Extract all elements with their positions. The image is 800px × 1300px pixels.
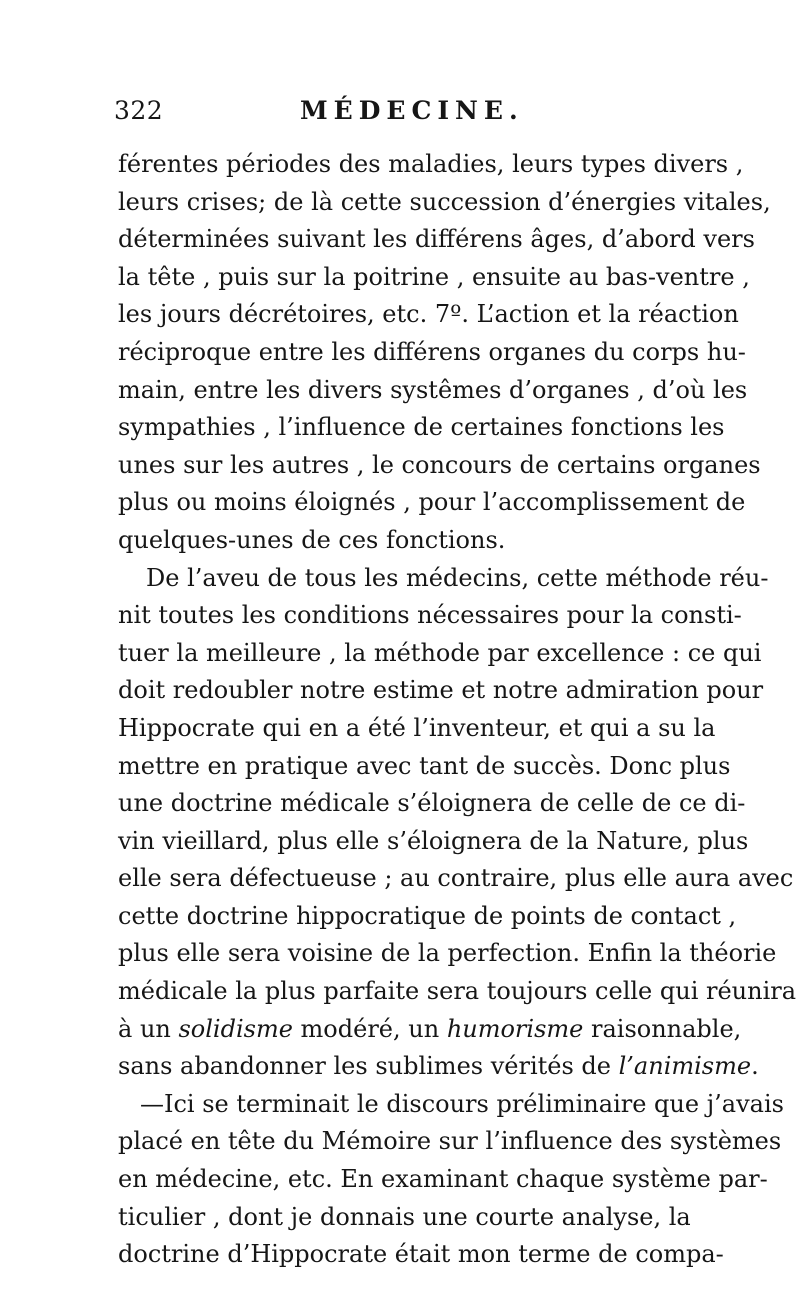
text-line: elle sera défectueuse ; au contraire, plus elle aura avec [118,864,794,893]
text-line: une doctrine médicale s’éloignera de celle de ce di- [118,789,746,818]
text-line: ticulier , dont je donnais une courte analyse, la [118,1202,691,1231]
text-line: plus ou moins éloignés , pour l’accomplissement de [118,488,746,517]
text-line: mettre en pratique avec tant de succès. Donc plus [118,751,731,780]
italic-term: solidisme [178,1014,293,1043]
text-line: nit toutes les conditions nécessaires pour la consti- [118,601,742,630]
page-number: 322 [114,96,164,125]
text-line: les jours décrétoires, etc. 7º. L’action et la réaction [118,300,739,329]
text-line: plus elle sera voisine de la perfection. Enfin la théorie [118,939,777,968]
text-line: main, entre les divers systêmes d’organes , d’où les [118,375,748,404]
text-segment: raisonnable, [583,1014,742,1043]
italic-term: humorisme [446,1014,584,1043]
text-line: déterminées suivant les différens âges, d’abord vers [118,225,755,254]
text-line: leurs crises; de là cette succession d’énergies vitales, [118,187,771,216]
text-line: cette doctrine hippocratique de points de contact , [118,901,737,930]
text-segment: . [751,1052,759,1081]
text-segment: à un [118,1014,179,1043]
text-line-with-italics [118,1011,742,1049]
text-segment: sans abandonner les sublimes vérités de [118,1052,619,1081]
running-head: MÉDECINE. [300,96,524,125]
text-line: médicale la plus parfaite sera toujours celle qui réunira [118,977,797,1006]
text-line: doit redoubler notre estime et notre admiration pour [118,676,764,705]
page-header [114,96,694,132]
text-line-with-italics [118,1048,759,1086]
text-line: la tête , puis sur la poitrine , ensuite au bas-ventre , [118,262,750,291]
text-line: vin vieillard, plus elle s’éloignera de la Nature, plus [118,826,749,855]
text-line: réciproque entre les différens organes du corps hu- [118,337,746,366]
text-line: quelques-unes de ces fonctions. [118,525,506,554]
text-line: sympathies , l’influence de certaines fonctions les [118,413,725,442]
body-text [118,146,797,1274]
text-line: placé en tête du Mémoire sur l’influence des systèmes [118,1127,782,1156]
italic-term: l’animisme [618,1052,752,1081]
text-line: De l’aveu de tous les médecins, cette méthode réu- [146,563,769,592]
text-line: férentes périodes des maladies, leurs types divers , [118,150,744,178]
text-line: Hippocrate qui en a été l’inventeur, et qui a su la [118,713,716,742]
text-segment: modéré, un [292,1014,447,1043]
text-line: tuer la meilleure , la méthode par excellence : ce qui [118,638,762,667]
text-line: doctrine d’Hippocrate était mon terme de compa- [118,1240,724,1269]
text-line: —Ici se terminait le discours préliminaire que j’avais [140,1089,784,1118]
text-line: unes sur les autres , le concours de certains organes [118,450,761,479]
text-line: en médecine, etc. En examinant chaque système par- [118,1165,768,1194]
